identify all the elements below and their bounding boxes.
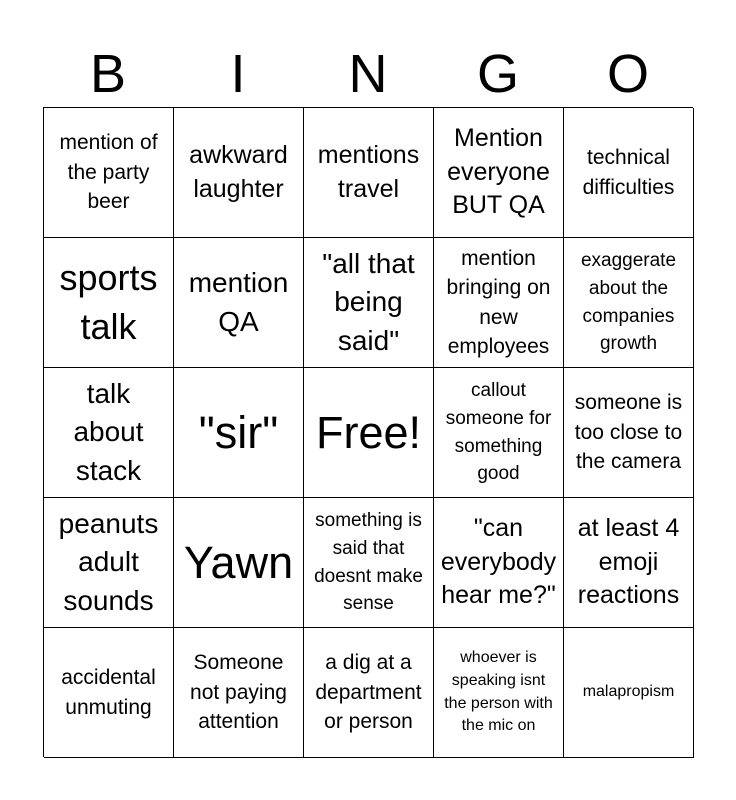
header-letter-b: B [89, 44, 127, 104]
bingo-cell[interactable]: sports talk [44, 238, 174, 368]
header-letter-n: N [348, 44, 388, 104]
bingo-cell[interactable]: whoever is speaking isnt the person with the mic on [434, 628, 564, 758]
bingo-cell[interactable]: exaggerate about the companies growth [564, 238, 694, 368]
bingo-cell[interactable]: someone is too close to the camera [564, 368, 694, 498]
bingo-cell[interactable]: at least 4 emoji reactions [564, 498, 694, 628]
bingo-cell[interactable]: accidental unmuting [44, 628, 174, 758]
bingo-cell[interactable]: technical difficulties [564, 108, 694, 238]
free-space-cell[interactable]: Free! [304, 368, 434, 498]
bingo-cell[interactable]: Yawn [174, 498, 304, 628]
bingo-cell[interactable]: mentions travel [304, 108, 434, 238]
bingo-cell[interactable]: mention of the party beer [44, 108, 174, 238]
bingo-cell[interactable]: Mention everyone BUT QA [434, 108, 564, 238]
bingo-header [43, 40, 693, 108]
bingo-cell[interactable]: peanuts adult sounds [44, 498, 174, 628]
bingo-grid [43, 107, 693, 757]
header-letter-g: G [476, 44, 519, 104]
bingo-cell[interactable]: mention bringing on new employees [434, 238, 564, 368]
bingo-cell[interactable]: "all that being said" [304, 238, 434, 368]
bingo-cell[interactable]: talk about stack [44, 368, 174, 498]
bingo-cell[interactable]: awkward laughter [174, 108, 304, 238]
bingo-cell[interactable]: "sir" [174, 368, 304, 498]
bingo-cell[interactable]: malapropism [564, 628, 694, 758]
bingo-cell[interactable]: a dig at a department or person [304, 628, 434, 758]
header-letter-i: I [230, 44, 246, 104]
bingo-cell[interactable]: callout someone for something good [434, 368, 564, 498]
bingo-cell[interactable]: mention QA [174, 238, 304, 368]
bingo-cell[interactable]: "can everybody hear me?" [434, 498, 564, 628]
bingo-cell[interactable]: Someone not paying attention [174, 628, 304, 758]
bingo-cell[interactable]: something is said that doesnt make sense [304, 498, 434, 628]
header-letter-o: O [606, 44, 649, 104]
